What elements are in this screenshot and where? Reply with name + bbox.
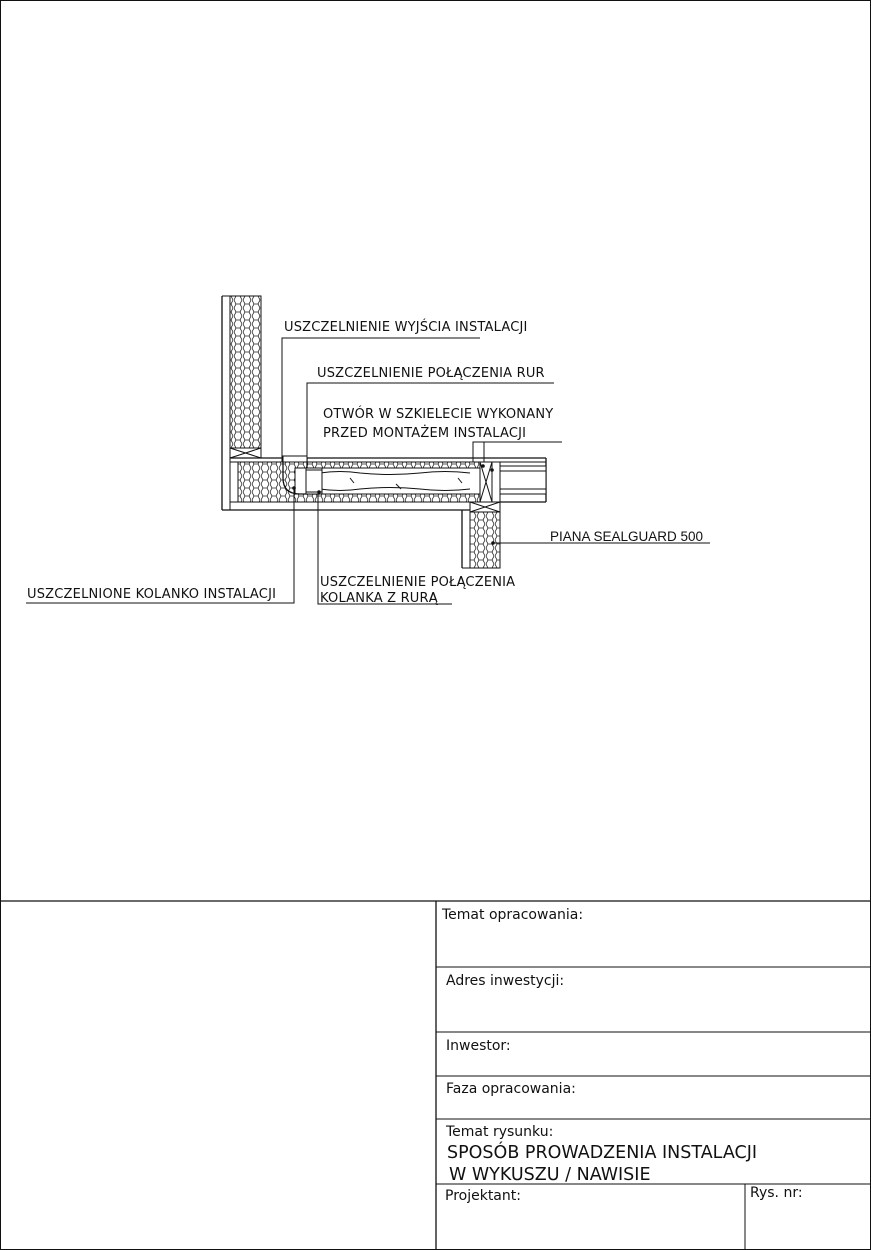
drawing-number-label: Rys. nr: bbox=[750, 1185, 803, 1201]
label-elbow-joint-2: KOLANKA Z RURĄ bbox=[320, 591, 438, 606]
investor-label: Inwestor: bbox=[446, 1038, 511, 1054]
drawing-subject-label: Temat rysunku: bbox=[446, 1124, 554, 1140]
address-label: Adres inwestycji: bbox=[446, 973, 565, 989]
vertical-wall-insulation bbox=[230, 296, 261, 448]
label-elbow-joint-1: USZCZELNIENIE POŁĄCZENIA bbox=[320, 575, 516, 590]
label-foam: PIANA SEALGUARD 500 bbox=[550, 529, 704, 544]
drawing-title-line1: SPOSÓB PROWADZENIA INSTALACJI bbox=[447, 1143, 758, 1163]
label-frame-opening-2: PRZED MONTAŻEM INSTALACJI bbox=[323, 426, 527, 441]
lower-wall-insulation bbox=[470, 512, 500, 568]
title-block bbox=[0, 901, 871, 1250]
label-sealed-elbow: USZCZELNIONE KOLANKO INSTALACJI bbox=[27, 587, 277, 602]
label-frame-opening-1: OTWÓR W SZKIELECIE WYKONANY bbox=[323, 407, 554, 422]
label-exit-seal: USZCZELNIENIE WYJŚCIA INSTALACJI bbox=[284, 320, 528, 335]
phase-label: Faza opracowania: bbox=[446, 1081, 576, 1097]
subject-label: Temat opracowania: bbox=[442, 907, 584, 923]
drawing-title-line2: W WYKUSZU / NAWISIE bbox=[449, 1165, 651, 1185]
label-pipe-joint-seal: USZCZELNIENIE POŁĄCZENIA RUR bbox=[317, 366, 545, 381]
designer-label: Projektant: bbox=[445, 1188, 521, 1204]
